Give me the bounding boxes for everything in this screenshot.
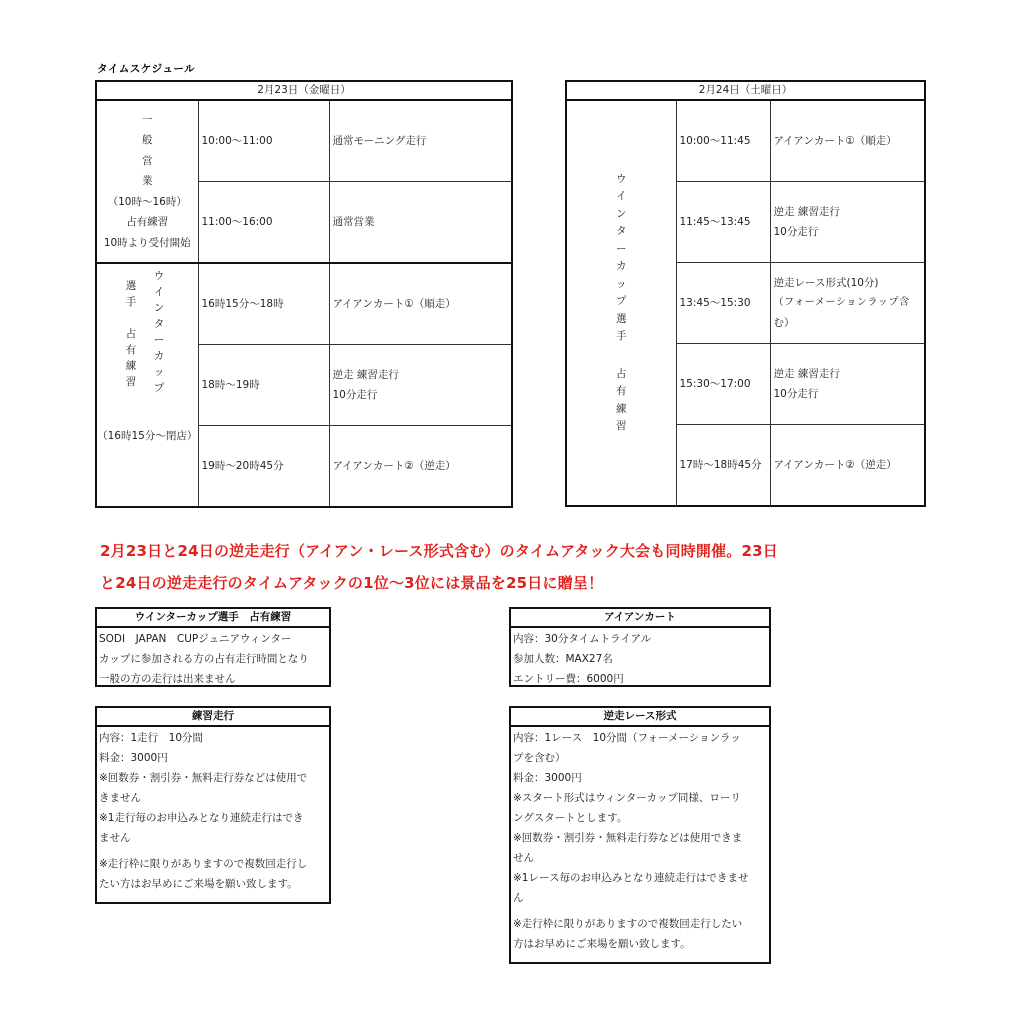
time-cell: 10:00〜11:45	[676, 100, 770, 182]
vchar: プ	[616, 295, 627, 307]
content-cell	[329, 426, 512, 508]
content-line: 逆走 練習走行	[332, 369, 399, 381]
content-cell	[770, 344, 925, 425]
vchar: 有	[616, 385, 627, 397]
vchar: 選	[125, 280, 137, 292]
content-line: アイアンカート②（逆走）	[773, 459, 897, 471]
content-line: む）	[773, 317, 795, 329]
box-line: ※1走行毎のお申込みとなり連続走行はでき	[99, 812, 304, 824]
box-line: せん	[513, 852, 534, 864]
box-line: ングスタートとします。	[513, 812, 628, 824]
vchar: 占	[616, 367, 627, 380]
content-line: 10分走行	[773, 388, 819, 400]
vertical-text-left	[124, 278, 138, 390]
info-box-practice-run	[95, 706, 331, 904]
box-line: プを含む）	[513, 752, 566, 764]
content-line: 通常モーニング走行	[332, 135, 427, 147]
box-line: 参加人数：MAX27名	[513, 653, 613, 665]
time-cell: 11:45〜13:45	[676, 182, 770, 263]
content-line: アイアンカート②（逆走）	[332, 460, 456, 472]
vchar: プ	[153, 382, 165, 394]
content-line: アイアンカート①（順走）	[332, 298, 456, 310]
box-line: 内容：1レース 10分間（フォーメーションラッ	[513, 732, 741, 744]
vchar-gap	[124, 310, 138, 326]
box-line: 料金：3000円	[99, 752, 168, 764]
box-body	[511, 628, 769, 689]
box-line: ません	[99, 832, 131, 844]
category-line: 10時より受付開始	[103, 236, 191, 249]
category-footer: （16時15分〜閉店）	[97, 430, 198, 442]
vchar: ウ	[616, 172, 627, 185]
box-line: ※回数券・割引券・無料走行券などは使用できま	[513, 832, 743, 844]
box-line: ※走行枠に限りがありますので複数回走行し	[99, 858, 308, 870]
vertical-text-right	[152, 268, 166, 396]
box-body	[511, 727, 769, 954]
content-cell	[770, 263, 925, 344]
box-line: ※走行枠に限りがありますので複数回走行したい	[513, 918, 743, 930]
vchar: 有	[125, 344, 137, 356]
vchar: タ	[616, 225, 627, 237]
content-cell	[329, 345, 512, 426]
vchar: 占	[125, 328, 137, 340]
content-line: 通常営業	[332, 216, 375, 228]
content-line: 逆走レース形式(10分)	[773, 277, 879, 289]
time-cell: 15:30〜17:00	[676, 344, 770, 425]
category-winter-cup-practice	[96, 263, 198, 507]
vchar: 練	[125, 360, 137, 372]
box-line: ※スタート形式はウィンターカップ同様、ローリ	[513, 792, 741, 804]
category-line: 般	[142, 134, 153, 147]
box-title: 練習走行	[97, 708, 329, 727]
box-body	[97, 727, 329, 894]
vchar: ッ	[153, 366, 165, 378]
box-line: きません	[99, 792, 141, 804]
schedule-table-feb23	[95, 80, 513, 508]
notice-line-2: と24日の逆走走行のタイムアタックの1位〜3位には景品を25日に贈呈！	[100, 574, 604, 592]
table-header-date: 2月24日（土曜日）	[566, 81, 925, 100]
box-title: ウインターカップ選手 占有練習	[97, 609, 329, 628]
content-cell	[770, 100, 925, 182]
time-cell: 11:00〜16:00	[198, 182, 329, 264]
content-line: 逆走 練習走行	[773, 368, 840, 380]
vchar: カ	[616, 260, 627, 272]
time-cell: 17時〜18時45分	[676, 425, 770, 507]
content-cell	[329, 100, 512, 182]
vchar: 練	[616, 402, 627, 415]
box-line: ※1レース毎のお申込みとなり連続走行はできませ	[513, 872, 749, 884]
content-line: （フォーメーションラップ含	[773, 297, 910, 308]
content-line: 逆走 練習走行	[773, 206, 840, 218]
content-line: 10分走行	[773, 226, 819, 238]
schedule-table-feb24	[565, 80, 926, 507]
time-cell: 16時15分〜18時	[198, 263, 329, 345]
category-line: 業	[142, 175, 153, 188]
info-box-iron-kart	[509, 607, 771, 687]
box-line: 一般の方の走行は出来ません	[99, 673, 236, 685]
vchar: ウ	[153, 270, 165, 282]
vchar: 選	[616, 312, 627, 325]
time-cell: 13:45〜15:30	[676, 263, 770, 344]
box-line: SODI JAPAN CUPジュニアウィンター	[99, 633, 292, 645]
vchar: イ	[616, 190, 627, 202]
category-winter-cup-practice	[566, 100, 676, 506]
category-line: 占有練習	[126, 216, 169, 229]
content-cell	[770, 182, 925, 263]
vertical-text	[611, 171, 631, 436]
vchar: ー	[616, 242, 627, 255]
content-line: アイアンカート①（順走）	[773, 135, 897, 147]
box-title: 逆走レース形式	[511, 708, 769, 727]
page-title: タイムスケジュール	[97, 63, 196, 75]
vchar: 習	[616, 420, 627, 432]
box-title: アイアンカート	[511, 609, 769, 628]
time-cell: 19時〜20時45分	[198, 426, 329, 508]
vchar-gap	[611, 346, 631, 366]
time-cell: 10:00〜11:00	[198, 100, 329, 182]
category-line: 営	[142, 154, 153, 167]
vchar: 手	[125, 296, 137, 308]
vchar: カ	[153, 350, 165, 362]
notice-line-1: 2月23日と24日の逆走走行（アイアン・レース形式含む）のタイムアタック大会も同時開催。23日	[100, 542, 778, 560]
time-cell: 18時〜19時	[198, 345, 329, 426]
box-line: 内容：1走行 10分間	[99, 732, 204, 744]
category-line: （10時〜16時）	[107, 195, 187, 208]
vchar: 手	[616, 330, 627, 342]
vchar: 習	[125, 376, 137, 388]
category-general-business	[96, 100, 198, 263]
vchar: ン	[153, 302, 165, 314]
category-line: 一	[142, 113, 153, 126]
box-line: エントリー費：6000円	[513, 673, 624, 685]
vchar: ッ	[616, 277, 627, 290]
box-line: 内容：30分タイムトライアル	[513, 633, 652, 645]
box-body	[97, 628, 329, 689]
content-cell	[329, 182, 512, 264]
box-line: たい方はお早めにご来場を願い致します。	[99, 878, 298, 890]
box-line: ん	[513, 892, 524, 904]
box-line: 料金：3000円	[513, 772, 582, 784]
table-header-date: 2月23日（金曜日）	[96, 81, 512, 100]
info-box-winter-cup	[95, 607, 331, 687]
box-line: カップに参加される方の占有走行時間となり	[99, 653, 309, 665]
info-box-reverse-race	[509, 706, 771, 964]
content-cell	[329, 263, 512, 345]
vchar: ー	[153, 334, 165, 346]
box-line: 方はお早めにご来場を願い致します。	[513, 938, 691, 950]
content-cell	[770, 425, 925, 507]
vchar: ン	[616, 207, 627, 220]
vchar: タ	[153, 318, 165, 330]
content-line: 10分走行	[332, 389, 378, 401]
vchar: イ	[153, 286, 165, 298]
box-line: ※回数券・割引券・無料走行券などは使用で	[99, 772, 308, 784]
